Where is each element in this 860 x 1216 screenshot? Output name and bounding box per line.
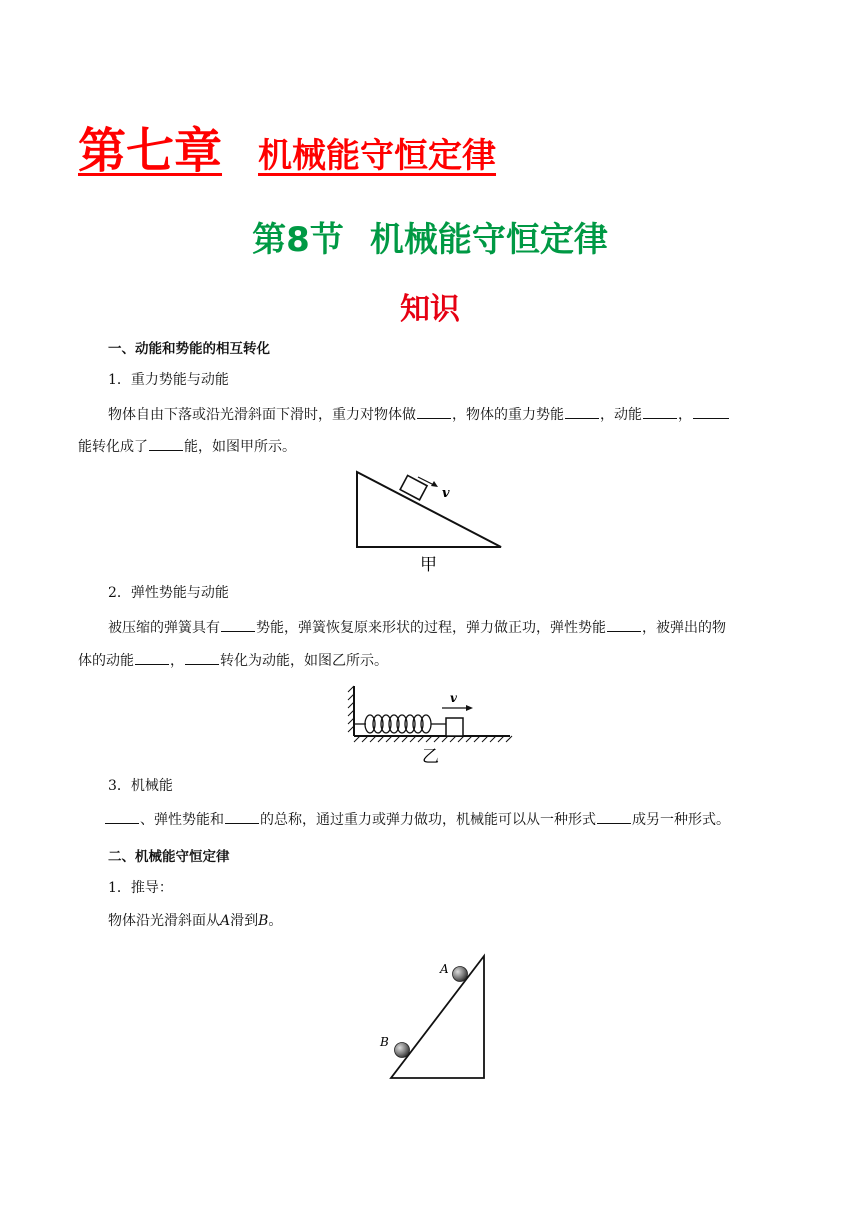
label-b: B bbox=[380, 1035, 389, 1049]
spring-figure-yi bbox=[346, 684, 516, 768]
text-fragment: ， bbox=[170, 653, 184, 669]
text-fragment: 转化为动能，如图乙所示。 bbox=[220, 653, 388, 669]
text-fragment: 。 bbox=[268, 913, 283, 929]
text-fragment: 被压缩的弹簧具有 bbox=[108, 620, 220, 636]
ball-a bbox=[453, 967, 468, 982]
fill-blank bbox=[607, 617, 641, 632]
text-fragment: 、弹性势能和 bbox=[140, 812, 224, 828]
fill-blank bbox=[225, 809, 259, 824]
text-fragment: 成另一种形式。 bbox=[632, 812, 730, 828]
chapter-title bbox=[78, 112, 496, 181]
incline-triangle bbox=[391, 956, 484, 1078]
point-a-ref: A bbox=[220, 913, 231, 929]
text-fragment: 滑到 bbox=[230, 913, 259, 929]
part2-item1-title: 1．推导： bbox=[108, 880, 173, 896]
section-title bbox=[0, 212, 860, 261]
text-fragment: 物体自由下落或沿光滑斜面下滑时，重力对物体做 bbox=[108, 407, 416, 423]
item1-line1 bbox=[108, 404, 730, 425]
point-b-ref: B bbox=[258, 913, 269, 929]
figure-caption-yi: 乙 bbox=[422, 747, 439, 767]
velocity-label: v bbox=[450, 691, 457, 705]
section-name: 机械能守恒定律 bbox=[369, 220, 608, 260]
chapter-number: 第七章 bbox=[78, 123, 223, 179]
figure-caption-jia: 甲 bbox=[420, 555, 437, 575]
block bbox=[446, 718, 463, 736]
text-fragment: ，物体的重力势能 bbox=[452, 407, 564, 423]
text-fragment: 物体沿光滑斜面从 bbox=[108, 913, 220, 929]
derivation-text bbox=[108, 911, 282, 931]
text-fragment: 的总称，通过重力或弹力做功，机械能可以从一种形式 bbox=[260, 812, 596, 828]
text-fragment: 体的动能 bbox=[78, 653, 134, 669]
fill-blank bbox=[693, 404, 729, 419]
fill-blank bbox=[105, 809, 139, 824]
fill-blank bbox=[135, 650, 169, 665]
compressed-spring bbox=[354, 715, 446, 733]
text-fragment: ，被弹出的物 bbox=[642, 620, 726, 636]
item2-title: 2．弹性势能与动能 bbox=[108, 585, 229, 601]
fill-blank bbox=[643, 404, 677, 419]
ball-incline-figure bbox=[374, 950, 498, 1084]
item2-line2 bbox=[78, 650, 388, 671]
text-fragment: 势能，弹簧恢复原来形状的过程，弹力做正功，弹性势能 bbox=[256, 620, 606, 636]
ball-b bbox=[395, 1043, 410, 1058]
incline-triangle bbox=[357, 472, 501, 547]
text-fragment: ，动能 bbox=[600, 407, 642, 423]
item1-line2 bbox=[78, 436, 296, 457]
label-a: A bbox=[440, 962, 449, 976]
item1-title: 1．重力势能与动能 bbox=[108, 372, 229, 388]
item3-line1 bbox=[105, 809, 730, 830]
section-number: 第8节 bbox=[252, 220, 344, 260]
fill-blank bbox=[565, 404, 599, 419]
fill-blank bbox=[597, 809, 631, 824]
part2-heading: 二、机械能守恒定律 bbox=[108, 849, 230, 865]
fill-blank bbox=[185, 650, 219, 665]
chapter-name: 机械能守恒定律 bbox=[258, 136, 497, 176]
fill-blank bbox=[149, 436, 183, 451]
fill-blank bbox=[221, 617, 255, 632]
knowledge-heading: 知识 bbox=[400, 292, 460, 327]
text-fragment: 能转化成了 bbox=[78, 439, 148, 455]
velocity-label: v bbox=[442, 486, 450, 501]
incline-figure-jia bbox=[350, 468, 510, 578]
item2-line1 bbox=[108, 617, 726, 638]
fill-blank bbox=[417, 404, 451, 419]
velocity-arrowhead bbox=[466, 705, 473, 711]
item3-title: 3．机械能 bbox=[108, 778, 173, 794]
part1-heading: 一、动能和势能的相互转化 bbox=[108, 341, 270, 357]
text-fragment: ， bbox=[678, 407, 692, 423]
text-fragment: 能，如图甲所示。 bbox=[184, 439, 296, 455]
